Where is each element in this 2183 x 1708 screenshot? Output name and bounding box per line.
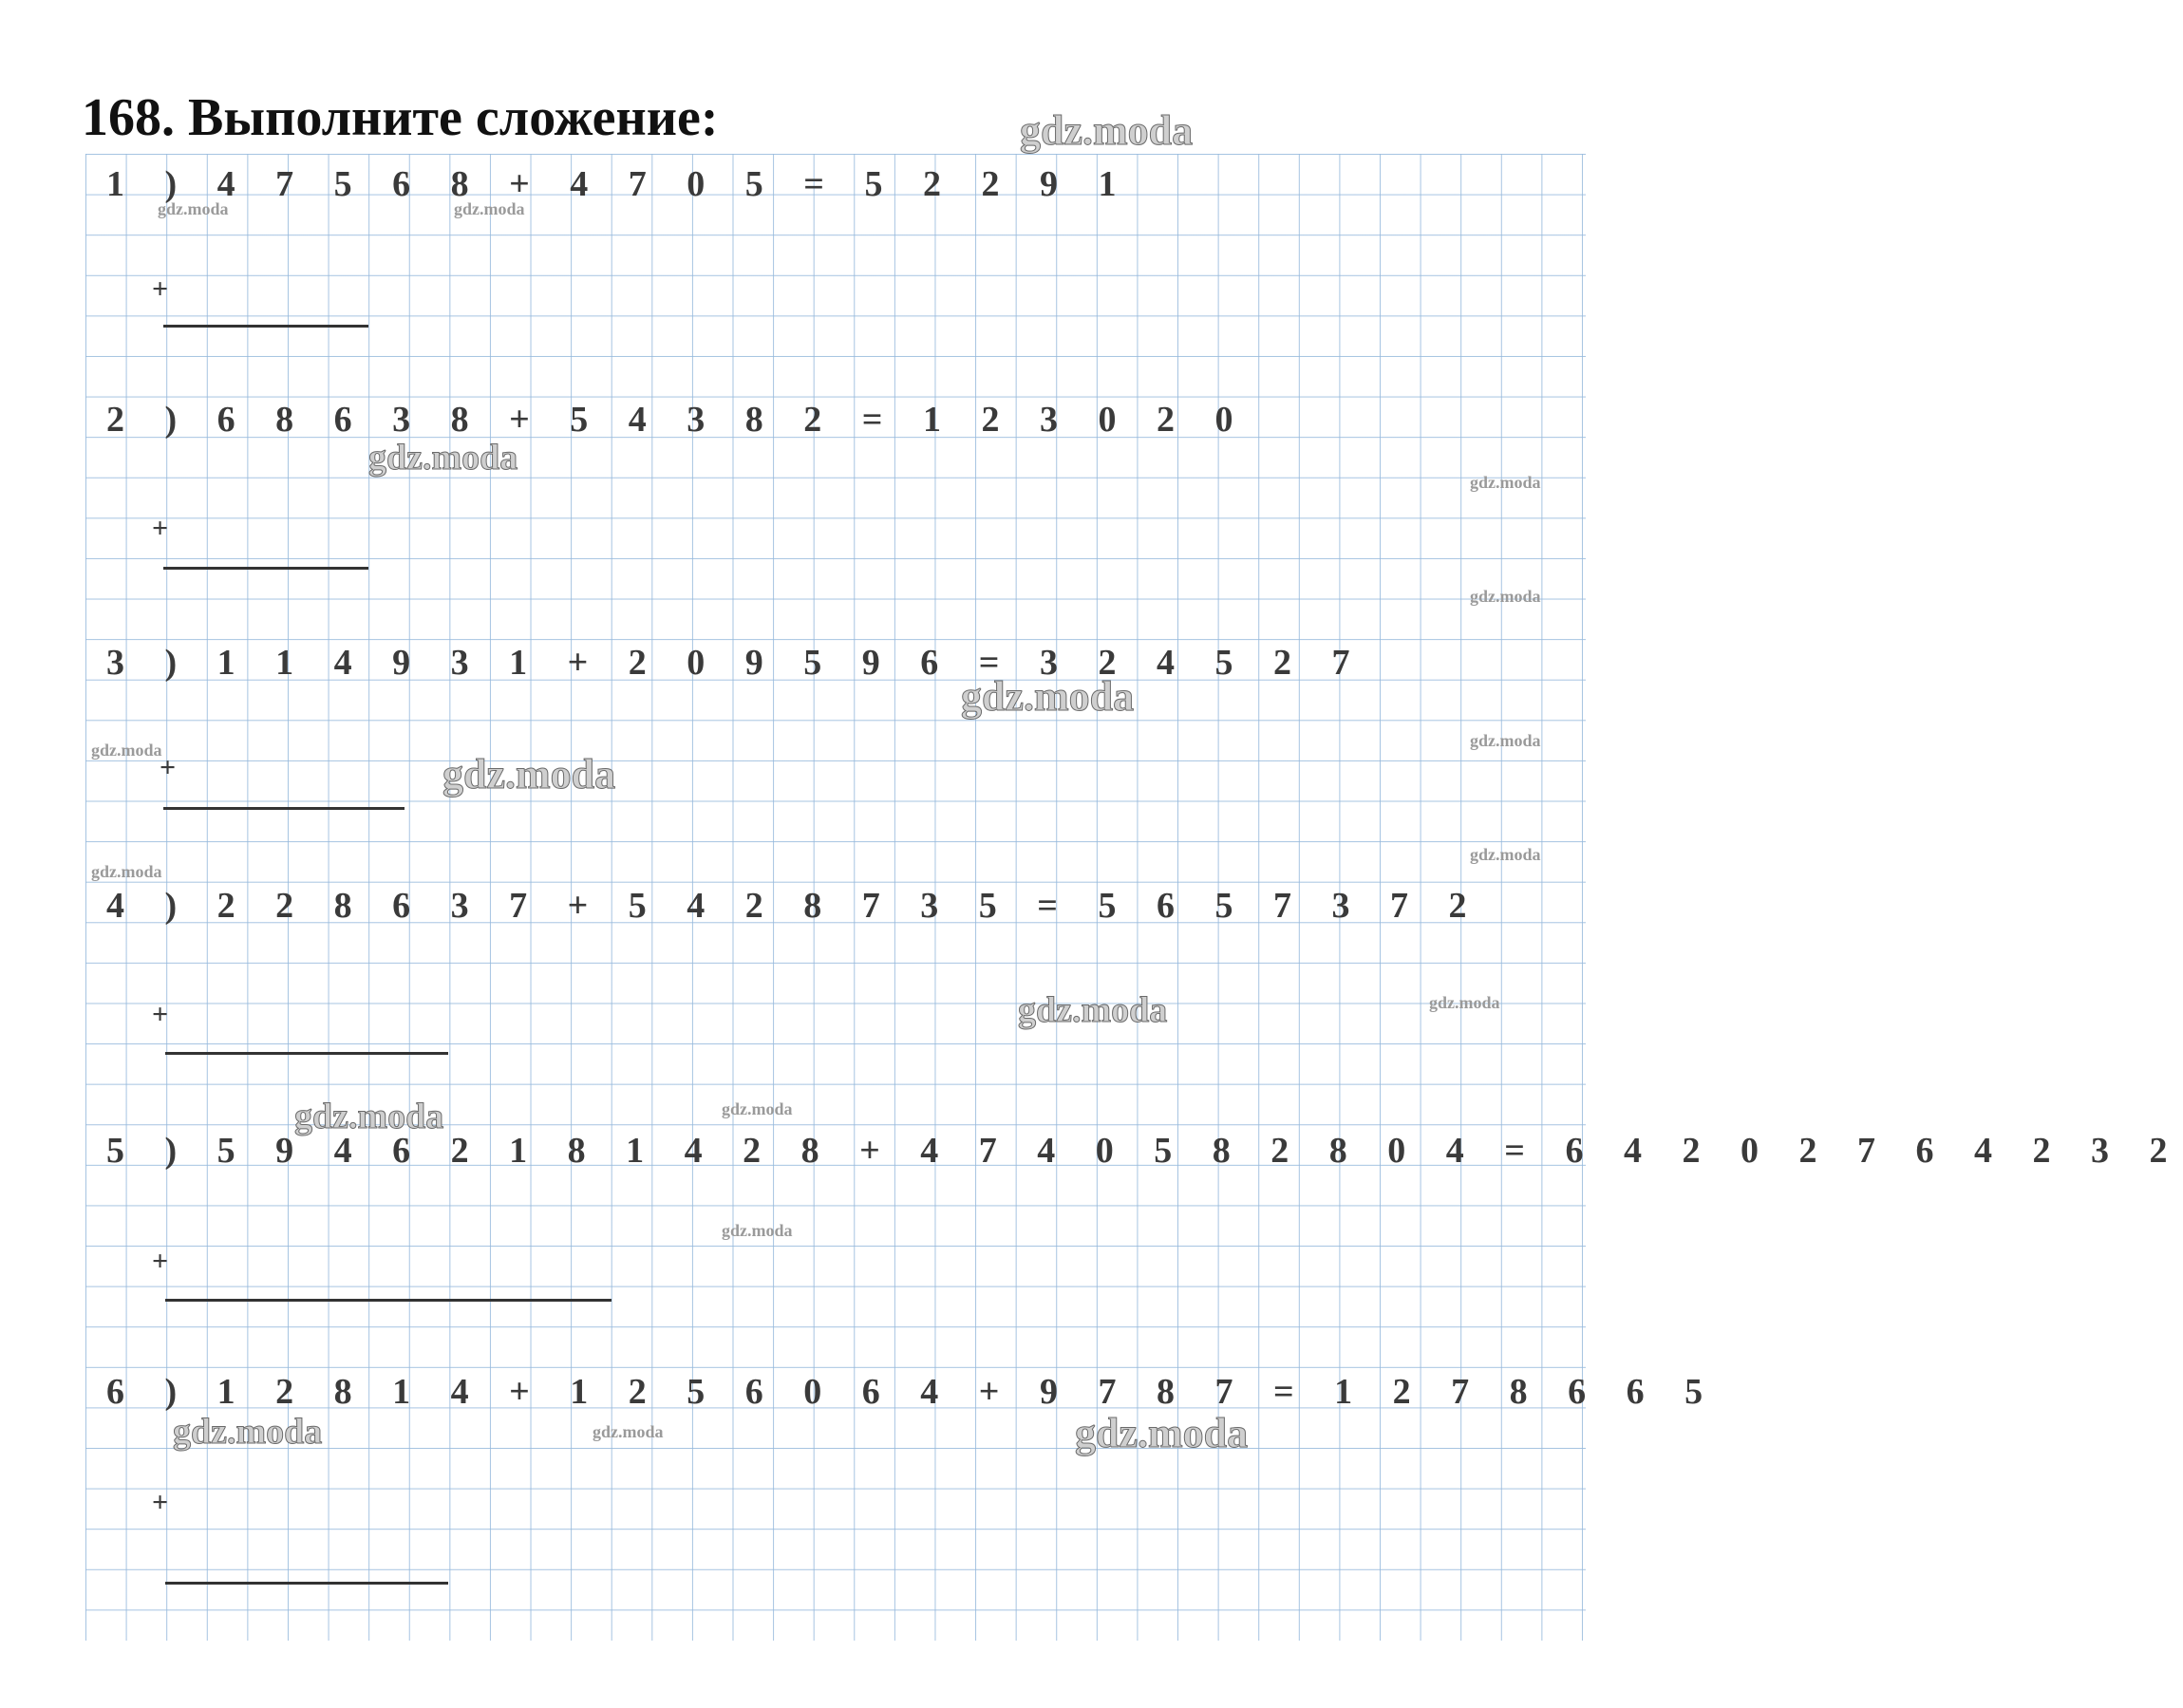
watermark: gdz.moda	[368, 438, 518, 478]
watermark: gdz.moda	[1470, 845, 1541, 864]
watermark: gdz.moda	[454, 199, 525, 218]
sum-line	[165, 1299, 612, 1302]
equation-5: 5 ) 5 9 4 6 2 1 8 1 4 2 8 + 4 7 4 0 5 8 2 8 0 4 = 6 4 2 0 2 7 6 4 2 3 2	[106, 1131, 2183, 1171]
equation-3: 3 ) 1 1 4 9 3 1 + 2 0 9 5 9 6 = 3 2 4 5 2 7	[106, 643, 1365, 683]
sum-line	[163, 325, 368, 328]
watermark: gdz.moda	[722, 1221, 793, 1240]
watermark: gdz.moda	[158, 199, 229, 218]
watermark: gdz.moda	[1020, 107, 1194, 154]
watermark: gdz.moda	[1470, 587, 1541, 606]
watermark: gdz.moda	[1075, 1410, 1249, 1456]
plus-sign: +	[152, 273, 169, 305]
plus-sign: +	[152, 1246, 169, 1277]
equation-1: 1 ) 4 7 5 6 8 + 4 7 0 5 = 5 2 2 9 1	[106, 164, 1132, 204]
plus-sign: +	[152, 513, 169, 544]
plus-sign: +	[152, 1487, 169, 1518]
watermark: gdz.moda	[91, 741, 162, 760]
page-title: 168. Выполните сложение:	[82, 88, 719, 147]
plus-sign: +	[152, 999, 169, 1030]
equation-2: 2 ) 6 8 6 3 8 + 5 4 3 8 2 = 1 2 3 0 2 0	[106, 400, 1249, 440]
sum-line	[163, 807, 405, 810]
watermark: gdz.moda	[442, 751, 616, 798]
watermark: gdz.moda	[91, 862, 162, 881]
equation-4: 4 ) 2 2 8 6 3 7 + 5 4 2 8 7 3 5 = 5 6 5 7 3 7 2	[106, 886, 1482, 926]
watermark: gdz.moda	[1018, 990, 1168, 1030]
watermark: gdz.moda	[1429, 993, 1500, 1012]
plus-sign: +	[160, 752, 177, 783]
watermark: gdz.moda	[173, 1412, 323, 1452]
watermark: gdz.moda	[961, 673, 1135, 720]
watermark: gdz.moda	[294, 1097, 444, 1136]
watermark: gdz.moda	[722, 1099, 793, 1118]
watermark: gdz.moda	[593, 1422, 664, 1441]
sum-line	[165, 1582, 448, 1585]
sum-line	[165, 1052, 448, 1055]
equation-6: 6 ) 1 2 8 1 4 + 1 2 5 6 0 6 4 + 9 7 8 7 = 1 2 7 8 6 6 5	[106, 1372, 1719, 1412]
sum-line	[163, 567, 368, 570]
watermark: gdz.moda	[1470, 731, 1541, 750]
watermark: gdz.moda	[1470, 473, 1541, 492]
